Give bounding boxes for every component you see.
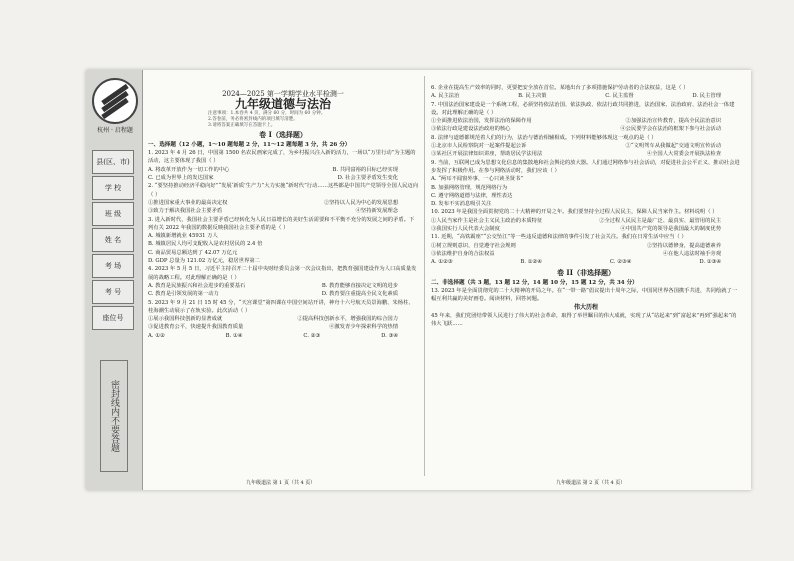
option[interactable]: ①推进国家重大事业的最高决定权: [148, 199, 228, 206]
option[interactable]: ①人民当家作主是社会主义民主政治的本质特征: [431, 217, 543, 224]
school-logo-icon: [92, 78, 138, 124]
field-school[interactable]: 学 校: [92, 176, 134, 200]
option[interactable]: A. 民主法治: [431, 93, 460, 100]
answer-option[interactable]: C. ②③④: [609, 259, 632, 266]
answer-option[interactable]: A. ①②③: [431, 259, 453, 266]
option[interactable]: ④中国共产党的领导是我国最大的制度优势: [620, 226, 721, 233]
option[interactable]: ④公民要学会在法治的框架下参与社会活动: [620, 126, 721, 133]
question-7: 7. 中国法治国家建设是一个系统工程，必须坚持依法治国、依法执政、依法行政共同推进，法治国家、法治政府、法治社会一体建设。对此理解正确的是（ ）: [431, 101, 735, 116]
option[interactable]: ④在他人违法时袖手旁观: [662, 250, 721, 257]
option[interactable]: A. 将改革开放作为一切工作的中心: [148, 166, 230, 173]
section-1-title: 卷 I（选择题）: [259, 129, 307, 139]
field-room[interactable]: 考 场: [92, 254, 134, 278]
essay-text: 45 年来，我们党团结带领人民进行了伟大的社会革命，取得了举世瞩目的伟大成就，实现了从“站起来”到“富起来”再到“强起来”的伟大飞跃……: [431, 313, 737, 328]
option[interactable]: B. 城镇居民人均可支配收入是农村居民的 2.4 倍: [148, 241, 263, 248]
answer-choices: [431, 258, 741, 266]
option[interactable]: ③促进教育公平，快速提升我国教育质量: [148, 324, 244, 331]
option[interactable]: ③我国实行人民代表大会制度: [431, 226, 500, 233]
question-9: 9. 当前，互联网已成为思想文化信息的集散地和社会舆论的放大器。人们通过网络参与社会活动，对促进社会公平正义、推动社会进步发挥了积极作用。在参与网络活动时，我们应该（ ）: [431, 159, 740, 174]
field-county[interactable]: 县(区、市): [92, 150, 134, 174]
page-footer-left: 九年级道法 第 1 页（共 4 页）: [246, 480, 316, 486]
question-10: 10. 2023 年是我国全面贯彻党的二十大精神的开局之年。我们要坚持全过程人民民主，保障人民当家作主。材料说明（ ）: [431, 209, 718, 216]
question-9-options: [431, 175, 741, 208]
option[interactable]: ②全过程人民民主是最广泛、最真实、最管用的民主: [599, 217, 721, 224]
question-7-options: [431, 117, 741, 134]
essay-title: 伟大历程: [573, 303, 598, 311]
option[interactable]: D. 民主管理: [692, 93, 721, 100]
option[interactable]: ③某社区开展法律知识讲座，帮助居民学法用法: [431, 151, 543, 158]
option[interactable]: D. GDP 总量为 121.02 万亿元，稳居世界第二: [148, 258, 260, 265]
question-11-options: [431, 242, 741, 259]
note-line: 3.请将答案正确填写在答题卡上。: [208, 122, 276, 128]
question-13: 13. 2023 年是全面贯彻党的二十大精神的开局之年。在“一带一路”倡议提出十周年之际，中国同世界各国携手共进，共同绘就了一幅互利共赢的美好画卷。阅读材料，回答问题。: [431, 288, 738, 303]
option[interactable]: ②提高科技创新水平，增强我国的综合国力: [297, 316, 398, 323]
question-6-options: [431, 92, 741, 100]
question-1-options: [148, 166, 418, 183]
option[interactable]: D. 教育要注重提高全民文化素质: [321, 291, 398, 298]
column-divider: [424, 76, 425, 476]
option[interactable]: D. 发布不实消息吸引关注: [431, 201, 492, 208]
option[interactable]: ②加强法治宣传教育，提高全民法治意识: [625, 118, 721, 125]
right-column: [431, 84, 741, 484]
section-2-instructions: 二、非选择题（共 3 题，13 题 12 分，14 题 10 分，15 题 12 分，共 34 分）: [431, 279, 638, 286]
option[interactable]: A. 城镇新增就业 45931 万人: [148, 233, 218, 240]
option[interactable]: ④全国人大常委会开展执法检查: [646, 151, 721, 158]
option[interactable]: C. 商品贸易总额达到了 42.07 万亿元: [148, 249, 238, 256]
option[interactable]: A. “两耳不闻窗外事，一心只读圣贤书”: [431, 176, 524, 183]
option[interactable]: B. 加强网络管理，规范网络行为: [431, 184, 508, 191]
option[interactable]: B. 共同富裕的目标已经实现: [332, 166, 398, 173]
option[interactable]: C. 遵守网络道德与法律，理性表达: [431, 192, 513, 199]
binding-strip: [86, 70, 143, 490]
option[interactable]: ②坚持以人民为中心的发展思想: [323, 199, 398, 206]
option[interactable]: ①展示我国科技创新的显著成就: [148, 316, 223, 323]
field-name[interactable]: 姓 名: [92, 228, 134, 252]
question-10-options: [431, 217, 741, 234]
brand-label: 杭州 · 启程题: [97, 127, 133, 134]
seal-line-stamp: 密封线内不要答题: [100, 360, 128, 472]
section-2-title: 卷 II（非选择题）: [557, 267, 615, 277]
option[interactable]: ②“文明驾车从我做起”交通文明宣传活动: [625, 143, 721, 150]
question-1: 1. 2023 年 4 月 26 日，中国第 1500 名农民画家完成了，为乡村振兴注入新的活力，一场以“万里行动”为主题的活动，这主要体现了我国（ ）: [148, 150, 416, 165]
answer-option[interactable]: A. ①②: [148, 332, 165, 339]
question-4: 4. 2023 年 5 月 5 日，习近平主持召开二十届中央财经委员会第一次会议指出，把教育强国建设作为人口高质量发展的战略工程。对此理解正确的是（ ）: [148, 266, 417, 281]
question-11: 11. 近期，“高铁霸座”“公交坠江”等一些违反道德和法律的事件引发了社会关注。我们在日常生活中应当（ ）: [431, 234, 687, 241]
question-2: 2. “要坚持推动经济平稳向好”“发展‘新质’生产力”大力实施“新时代”行动……这些都是中国共产党领导全国人民迈向（ ）: [148, 183, 418, 198]
option[interactable]: ④坚持新发展理念: [355, 208, 398, 215]
answer-option[interactable]: C. ②③: [303, 332, 321, 339]
question-8-options: [431, 142, 741, 159]
option[interactable]: B. 教育能够直接决定文明的进步: [321, 282, 398, 289]
answer-option[interactable]: D. ③④: [381, 332, 398, 339]
question-5-options: [148, 315, 418, 332]
answer-choices: [148, 332, 418, 340]
question-6: 6. 企业在提高生产效率的同时，更要把安全放在首位。某地出台了多项措施保护劳动者的合法权益，这是（ ）: [431, 85, 689, 91]
option[interactable]: C. 民主监督: [605, 93, 634, 100]
exam-paper: [86, 70, 751, 490]
question-4-options: [148, 282, 418, 299]
option[interactable]: ③依法行政是建设法治政府的核心: [431, 126, 511, 133]
option[interactable]: ①全面推进依法治国，发挥法治的保障作用: [431, 118, 532, 125]
option[interactable]: ①北京市人民检察院对一起案件提起公诉: [431, 143, 527, 150]
field-seat[interactable]: 座位号: [92, 306, 134, 330]
option[interactable]: ③致力于解决我国社会主要矛盾: [148, 208, 223, 215]
question-3: 3. 进入新时代，我国社会主要矛盾已经转化为人民日益增长的美好生活需要和不平衡不充分的发展之间的矛盾。下列有关 2022 年我国的数据反映我国社会主要矛盾的是（ ）: [148, 216, 415, 231]
section-1-instructions: 一、选择题（12 小题，1～10 题每题 2 分，11～12 题每题 3 分，共 26 分）: [148, 141, 351, 148]
question-2-options: [148, 199, 418, 216]
option[interactable]: C. 教育是引领发展的第一动力: [148, 291, 219, 298]
option[interactable]: ②坚持以德修身，提高道德素养: [646, 242, 721, 249]
answer-option[interactable]: D. ①③④: [699, 259, 721, 266]
option[interactable]: ③依法维护自身的合法权益: [431, 250, 495, 257]
option[interactable]: B. 民主决策: [518, 93, 547, 100]
answer-option[interactable]: B. ①④: [225, 332, 243, 339]
field-class[interactable]: 班 级: [92, 202, 134, 226]
question-3-options: [148, 232, 418, 265]
option[interactable]: ④激发青少年探索科学的热情: [329, 324, 398, 331]
exam-title: 九年级道德与法治: [234, 97, 331, 112]
note-line: 2.答卷前，务必将密封线内的项目填写清楚。: [208, 116, 298, 122]
field-exam-number[interactable]: 考 号: [92, 280, 134, 304]
option[interactable]: D. 社会主要矛盾发生变化: [337, 175, 398, 182]
question-8: 8. 法律与道德都规范着人们的行为，法治与德治相辅相成。下列材料能够体现这一观点的是（ ）: [431, 134, 657, 141]
option[interactable]: ①树立规则意识，自觉遵守社会规则: [431, 242, 516, 249]
question-5: 5. 2023 年 9 月 21 日 15 时 45 分，“天宫课堂”第四课在中国空间站开讲，神舟十六号航天员景海鹏、朱杨柱、桂海潮生动展示了在轨实验。此次活动（ ）: [148, 299, 414, 314]
note-line: 注意事项：1.本卷共 4 页，满分 60 分，时间为 60 分钟。: [208, 110, 326, 116]
option[interactable]: A. 教育是民族振兴和社会进步的重要基石: [148, 282, 246, 289]
option[interactable]: C. 已成为世界上的发达国家: [148, 175, 214, 182]
page-footer-right: 九年级道法 第 2 页（共 4 页）: [556, 480, 626, 486]
answer-option[interactable]: B. ①②④: [520, 259, 542, 266]
left-column: [148, 70, 418, 470]
exam-header: 2024—2025 第一学期学业水平检测一: [222, 90, 344, 98]
